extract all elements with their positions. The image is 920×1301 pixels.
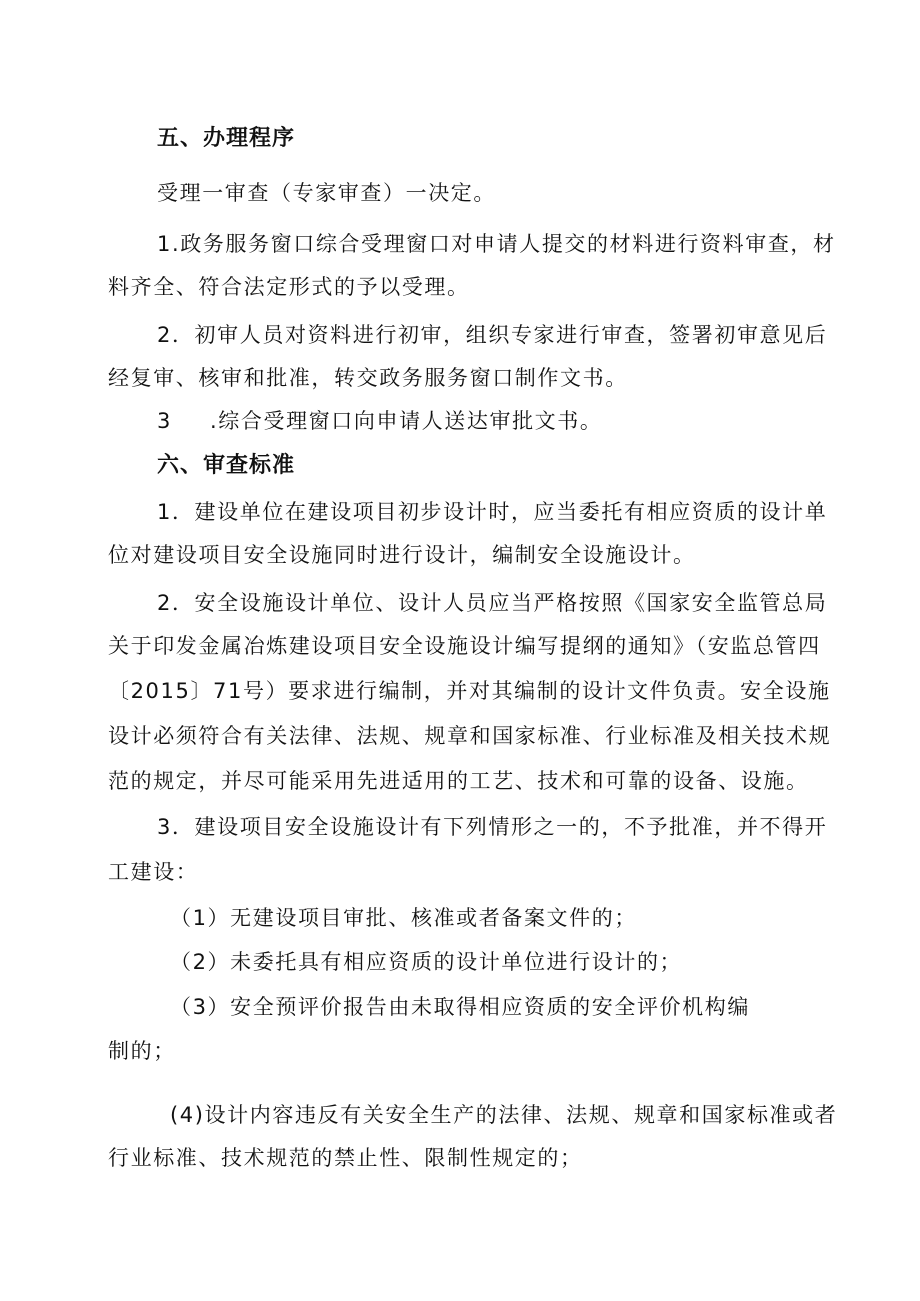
procedure-item-3-text: .综合受理窗口向申请人送达审批文书。 bbox=[210, 409, 603, 433]
standard-item-2-line-2: 关于印发金属冶炼建设项目安全设施设计编写提纲的通知》（安监总管四 bbox=[108, 634, 821, 658]
procedure-item-3-number: 3 bbox=[157, 409, 172, 433]
condition-4-line-2: 行业标准、技术规范的禁止性、限制性规定的； bbox=[108, 1146, 583, 1170]
standard-item-1-line-1: 1．建设单位在建设项目初步设计时，应当委托有相应资质的设计单 bbox=[157, 500, 828, 524]
procedure-item-1-line-1: 1.政务服务窗口综合受理窗口对申请人提交的材料进行资料审查，材 bbox=[157, 232, 836, 256]
standard-item-3-line-2: 工建设： bbox=[108, 860, 199, 884]
standard-item-2-line-1: 2．安全设施设计单位、设计人员应当严格按照《国家安全监管总局 bbox=[157, 591, 828, 615]
procedure-item-1-line-2: 料齐全、符合法定形式的予以受理。 bbox=[108, 275, 470, 299]
procedure-summary: 受理一审查（专家审查）一决定。 bbox=[157, 181, 496, 205]
standard-item-2-line-4: 设计必须符合有关法律、法规、规章和国家标准、行业标准及相关技术规 bbox=[108, 724, 832, 748]
procedure-item-2-line-2: 经复审、核审和批准，转交政务服务窗口制作文书。 bbox=[108, 366, 628, 390]
standard-item-3-line-1: 3．建设项目安全设施设计有下列情形之一的，不予批准，并不得开 bbox=[157, 815, 828, 839]
standard-item-2-line-3: 〔2015〕71号）要求进行编制，并对其编制的设计文件负责。安全设施 bbox=[108, 679, 831, 703]
procedure-item-2-line-1: 2．初审人员对资料进行初审，组织专家进行审查，签署初审意见后 bbox=[157, 323, 828, 347]
condition-3-line-2: 制的； bbox=[108, 1039, 176, 1063]
section-5-heading: 五、办理程序 bbox=[157, 126, 296, 151]
condition-1: （1）无建设项目审批、核准或者备案文件的； bbox=[170, 906, 637, 930]
standard-item-1-line-2: 位对建设项目安全设施同时进行设计，编制安全设施设计。 bbox=[108, 543, 696, 567]
section-6-heading: 六、审查标准 bbox=[157, 453, 296, 478]
condition-3-line-1: （3）安全预评价报告由未取得相应资质的安全评价机构编 bbox=[170, 995, 750, 1019]
condition-2: （2）未委托具有相应资质的设计单位进行设计的； bbox=[170, 950, 683, 974]
standard-item-2-line-5: 范的规定，并尽可能采用先进适用的工艺、技术和可靠的设备、设施。 bbox=[108, 769, 809, 793]
condition-4-line-1: (4)设计内容违反有关安全生产的法律、法规、规章和国家标准或者 bbox=[170, 1103, 838, 1127]
